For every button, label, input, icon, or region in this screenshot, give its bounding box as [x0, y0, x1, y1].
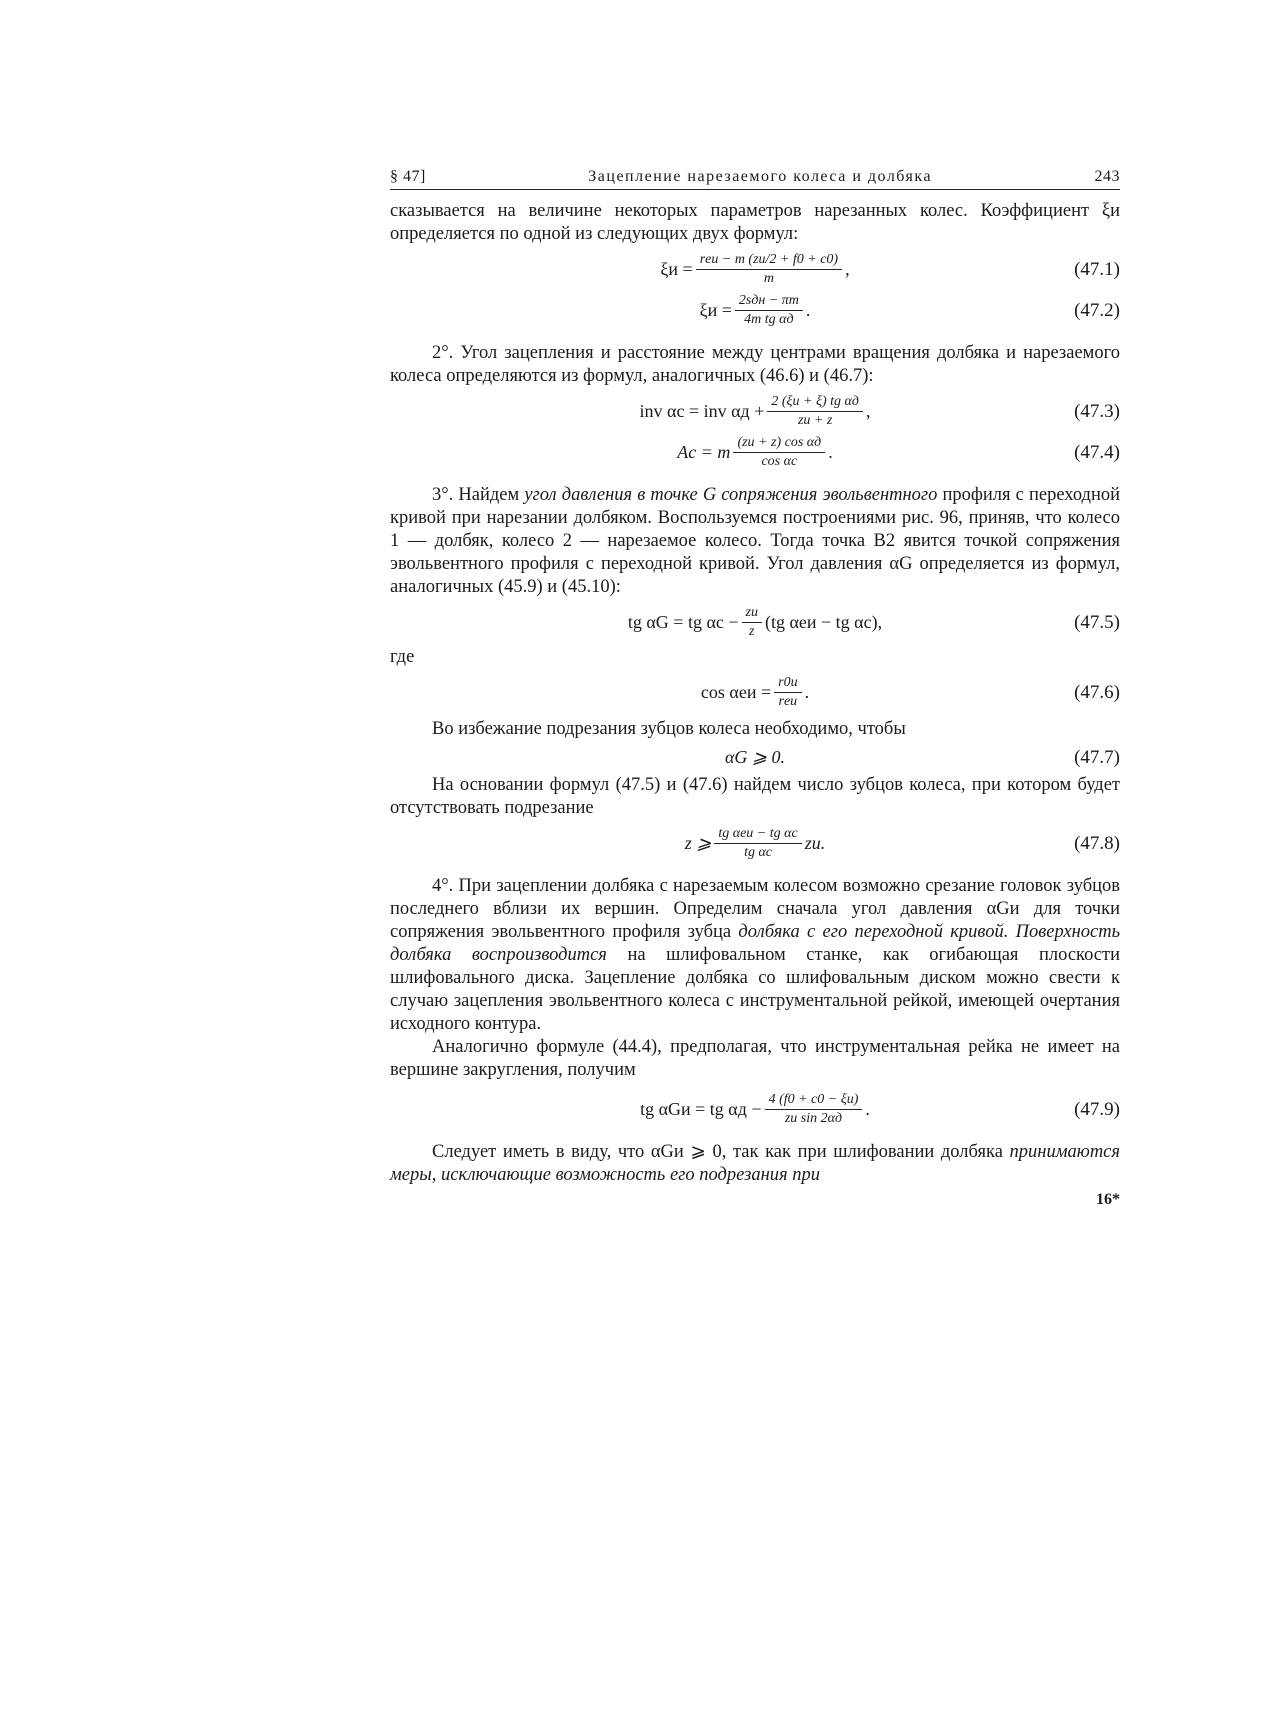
paragraph-2: 2°. Угол зацепления и расстояние между центрами вращения долбяка и нарезаемого колеса определяются из формул, аналогичных (46.6) и (46.7):: [390, 343, 1120, 386]
equation-number: (47.8): [1074, 832, 1120, 854]
paragraph-7: Аналогично формуле (44.4), предполагая, что инструментальная рейка не имеет на вершине закругления, получим: [390, 1037, 1120, 1080]
equation-number: (47.1): [1074, 258, 1120, 280]
paragraph-4: Во избежание подрезания зубцов колеса необходимо, чтобы: [432, 719, 906, 739]
paragraph-3: 3°. Найдем угол давления в точке G сопряжения эвольвентного профиля с переходной кривой при нарезании долбяком. Воспользуемся построениями рис. 96, приняв, что колесо 1 — долбяк, колесо 2 — нарезаемое колесо. Тогда точка B2 явится точкой сопряжения эвольвентного профиля с переходной кривой. Угол давления αG определяется из формул, аналогичных (45.9) и (45.10):: [390, 485, 1121, 597]
equation-number: (47.6): [1074, 681, 1120, 703]
equation-47-8: z ⩾ $\frac{\text{tg αеи − tg αс}}{\text{tg αс}}$ zи. (47.8): [684, 826, 1120, 860]
paragraph-8: Следует иметь в виду, что αGи ⩾ 0, так как при шлифовании долбяка принимаются меры, исключающие возможность его подрезания при: [390, 1142, 1120, 1185]
paragraph-1: сказывается на величине некоторых параметров нарезанных колес. Коэффициент ξи определяется по одной из следующих двух формул:: [390, 201, 1120, 244]
equation-47-9: tg αGи = tg αд − $\frac{4 (f0 + c0 - \xi и)}{\text{zи sin 2αд}}$ . (47.9): [640, 1092, 1120, 1126]
equation-number: (47.2): [1074, 299, 1120, 321]
equation-47-2: ξи = $\frac{\text{2sдн − πm}}{\text{4m tg αд}}$ . (47.2): [699, 293, 1120, 327]
equation-number: (47.5): [1074, 611, 1120, 633]
page: [390, 168, 1120, 1209]
equation-number: (47.4): [1074, 441, 1120, 463]
equation-number: (47.3): [1074, 400, 1120, 422]
equation-47-1: ξи = $\frac{\text{rеи − m (zи/2 + f0 + c0)}}{m}$ , (47.1): [660, 252, 1120, 286]
section-mark: § 47]: [390, 168, 426, 185]
page-number: 243: [1094, 168, 1120, 185]
signature-mark: 16*: [1096, 1191, 1120, 1208]
equation-47-4: Aс = m $\frac{\text{(zи + z) cos αд}}{\text{cos αс}}$ . (47.4): [677, 435, 1120, 469]
equation-47-7: αG ⩾ 0. (47.7): [724, 746, 1120, 768]
running-header: [390, 168, 1120, 190]
where-word: где: [390, 647, 415, 667]
equation-number: (47.7): [1074, 746, 1120, 768]
paragraph-6: 4°. При зацеплении долбяка с нарезаемым колесом возможно срезание головок зубцов последнего вблизи их вершин. Определим сначала угол давления αGи для точки сопряжения эвольвентного профиля зубца долбяка с его переходной кривой. Поверхность долбяка воспроизводится на шлифовальном станке, как огибающая плоскости шлифовального диска. Зацепление долбяка со шлифовальным диском можно свести к случаю зацепления эвольвентного колеса с инструментальной рейкой, имеющей очертания исходного контура.: [390, 876, 1121, 1034]
paragraph-5: На основании формул (47.5) и (47.6) найдем число зубцов колеса, при котором будет отсутствовать подрезание: [390, 775, 1120, 818]
equation-47-5: tg αG = tg αс − $\frac{zи}{z}$ (tg αеи − tg αс), (47.5): [627, 605, 1120, 639]
running-title: Зацепление нарезаемого колеса и долбяка: [588, 168, 933, 185]
equation-number: (47.9): [1074, 1098, 1120, 1120]
equation-47-6: cos αеи = $\frac{r0и}{\text{rеи}}$ . (47.6): [700, 675, 1120, 709]
equation-47-3: inv αс = inv αд + $\frac{\text{2 (ξи + ξ) tg αд}}{zи + z}$ , (47.3): [639, 394, 1120, 428]
